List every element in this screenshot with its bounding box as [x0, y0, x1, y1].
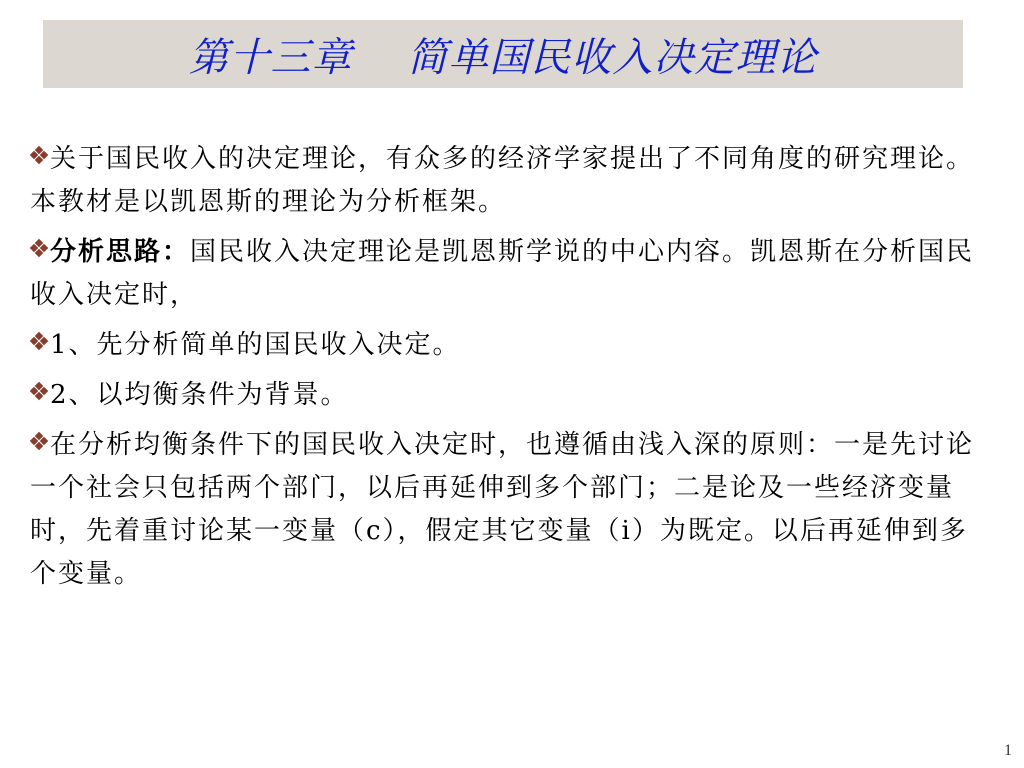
- diamond-cluster-icon: [30, 239, 48, 257]
- diamond-cluster-icon: [30, 382, 48, 400]
- slide-content: [30, 138, 980, 603]
- paragraph-text: 关于国民收入的决定理论，有众多的经济学家提出了不同角度的研究理论。本教材是以凯恩斯的理论为分析框架。: [30, 144, 975, 217]
- page-number: 1: [1004, 742, 1012, 759]
- paragraph-1: [30, 138, 980, 224]
- paragraph-text: 2、以均衡条件为背景。: [50, 380, 349, 410]
- slide-title: 第十三章 简单国民收入决定理论: [188, 34, 818, 81]
- paragraph-text: 在分析均衡条件下的国民收入决定时，也遵循由浅入深的原则：一是先讨论一个社会只包括两个部门，以后再延伸到多个部门；二是论及一些经济变量时，先着重讨论某一变量（c），假定其它变量（i）为既定。以后再延伸到多个变量。: [30, 430, 975, 589]
- paragraph-4: [30, 374, 980, 417]
- paragraph-2: [30, 231, 980, 317]
- diamond-cluster-icon: [30, 146, 48, 164]
- diamond-cluster-icon: [30, 332, 48, 350]
- title-bar: [43, 20, 963, 88]
- paragraph-3: [30, 324, 980, 367]
- paragraph-bold-prefix: 分析思路：: [50, 237, 191, 267]
- paragraph-text: 1、先分析简单的国民收入决定。: [50, 330, 461, 360]
- paragraph-5: [30, 424, 980, 596]
- diamond-cluster-icon: [30, 432, 48, 450]
- paragraph-text: 国民收入决定理论是凯恩斯学说的中心内容。凯恩斯在分析国民收入决定时，: [30, 237, 975, 310]
